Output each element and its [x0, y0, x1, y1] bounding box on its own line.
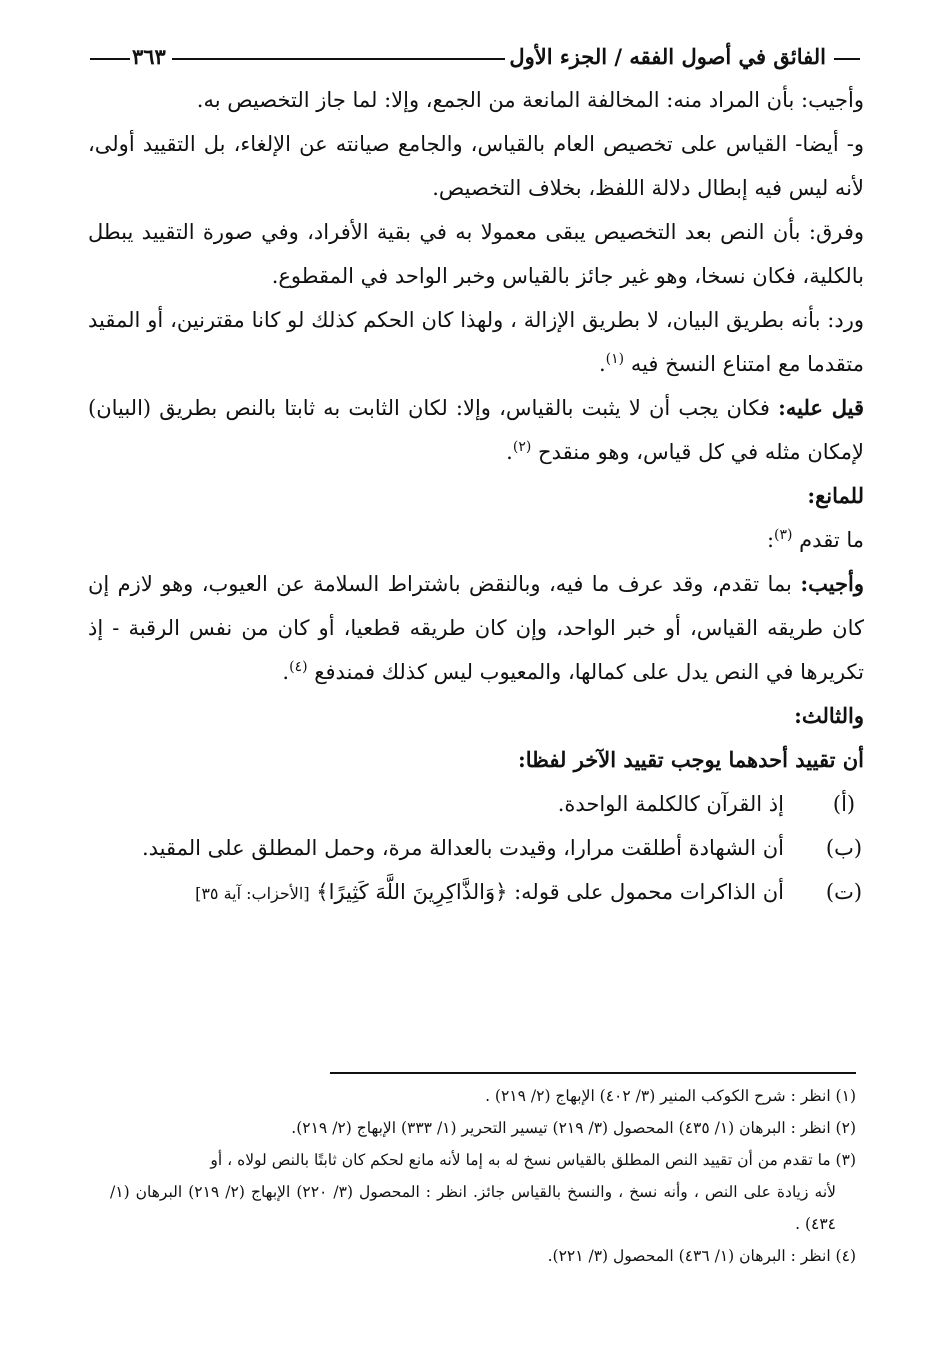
footnote-3-continued: لأنه زيادة على النص ، وأنه نسخ ، والنسخ بالقياس جائز. انظر : المحصول (٣/ ٢٢٠) الإبهاج (٢/ ٢١٩) البرهان (١/ ٤٣٤) .: [110, 1183, 836, 1233]
header-rule-right: [834, 58, 860, 60]
footnote-ref-3: (٣): [774, 527, 793, 543]
main-text: [88, 78, 864, 916]
page-number: ٣٦٣: [132, 44, 166, 69]
list-text-t: أن الذاكرات محمول على قوله: ﴿وَالذَّاكِرِينَ اللَّهَ كَثِيرًا﴾: [316, 880, 784, 904]
footnote-4: (٤) انظر : البرهان (١/ ٤٣٦) المحصول (٣/ ٢٢١).: [547, 1247, 856, 1265]
paragraph-5: قيل عليه: فكان يجب أن لا يثبت بالقياس، وإلا: لكان الثابت به ثابتا بالنص بطريق (البيان) لإمكان مثله في كل قياس، وهو منقدح $^{(٢)}$.: [88, 395, 864, 464]
footnote-ref-2: (٢): [512, 439, 532, 455]
paragraph-2: و- أيضا- القياس على تخصيص العام بالقياس، والجامع صيانته عن الإلغاء، بل التقييد أولى، لأنه ليس فيه إبطال دلالة اللفظ، بخلاف التخصيص.: [88, 132, 864, 200]
paragraph-6-text: ما تقدم: [799, 528, 864, 552]
list-marker-t: (ت): [825, 880, 863, 904]
heading-mani: للمانع:: [807, 483, 864, 508]
footnote-ref-1: (١): [605, 351, 625, 367]
paragraph-4: ورد: بأنه بطريق البيان، لا بطريق الإزالة ، ولهذا كان الحكم كذلك لو كانا مقترنين، أو المقيد متقدما مع امتناع النسخ فيه $^{(١)}$.: [88, 308, 864, 376]
header-rule: [172, 58, 505, 60]
paragraph-5-lead: قيل عليه:: [778, 395, 864, 420]
list-text-a: إذ القرآن كالكلمة الواحدة.: [557, 792, 784, 816]
paragraph-1: وأجيب: بأن المراد منه: المخالفة المانعة من الجمع، وإلا: لما جاز التخصيص به.: [196, 88, 864, 112]
paragraph-4-text: ورد: بأنه بطريق البيان، لا بطريق الإزالة ، ولهذا كان الحكم كذلك لو كانا مقترنين، أو المقيد متقدما مع امتناع النسخ فيه: [88, 308, 864, 376]
footnote-1: (١) انظر : شرح الكوكب المنير (٣/ ٤٠٢) الإبهاج (٢/ ٢١٩) .: [485, 1087, 856, 1105]
paragraph-5-text: فكان يجب أن لا يثبت بالقياس، وإلا: لكان الثابت به ثابتا بالنص بطريق (البيان) لإمكان مثله في كل قياس، وهو منقدح: [88, 396, 864, 464]
footnote-3: (٣) ما تقدم من أن تقييد النص المطلق بالقياس نسخ له به إما لأنه مانع لحكم كان ثابتًا بالنص لولاه ، أو: [210, 1151, 856, 1169]
paragraph-7: وأجيب: بما تقدم، وقد عرف ما فيه، وبالنقض باشتراط السلامة عن العيوب، وهو لازم إن كان طريقه القياس، أو خبر الواحد، وإن كان طريقه قطعيا، أو كان من نفس الرقبة - إذ تكريرها في النص يدل على كمالها، والمعيوب ليس كذلك فمندفع $^{(٤)}$.: [88, 571, 864, 684]
paragraph-7-text: بما تقدم، وقد عرف ما فيه، وبالنقض باشتراط السلامة عن العيوب، وهو لازم إن كان طريقه القياس، أو خبر الواحد، وإن كان طريقه قطعيا، أو كان من نفس الرقبة - إذ تكريرها في النص يدل على كمالها، والمعيوب ليس كذلك فمندفع: [88, 572, 864, 684]
list-marker-b: (ب): [825, 836, 863, 860]
paragraph-6: ما تقدم $^{(٣)}$:: [766, 527, 864, 552]
heading-sub: أن تقييد أحدهما يوجب تقييد الآخر لفظا:: [518, 747, 864, 772]
running-header: [90, 38, 860, 74]
header-title: الفائق في أصول الفقه / الجزء الأول: [509, 44, 826, 69]
footnotes: [110, 1080, 856, 1272]
list-item-a: [88, 782, 864, 826]
list-item-t: [88, 870, 864, 916]
paragraph-3: وفرق: بأن النص بعد التخصيص يبقى معمولا به في بقية الأفراد، وفي صورة التقييد يبطل بالكلية، فكان نسخا، وهو غير جائز بالقياس وخبر الواحد في المقطوع.: [88, 220, 864, 288]
paragraph-7-lead: وأجيب:: [800, 571, 864, 596]
footnote-separator: [330, 1072, 856, 1074]
list-marker-a: (أ): [832, 792, 856, 816]
quran-reference: [الأحزاب: آية ٣٥]: [195, 884, 310, 903]
header-rule-left: [90, 58, 130, 60]
footnote-ref-4: (٤): [289, 659, 308, 675]
heading-thalith: والثالث:: [794, 703, 864, 728]
list-text-b: أن الشهادة أطلقت مرارا، وقيدت بالعدالة مرة، وحمل المطلق على المقيد.: [141, 836, 784, 860]
list-item-b: [88, 826, 864, 870]
footnote-2: (٢) انظر : البرهان (١/ ٤٣٥) المحصول (٣/ ٢١٩) تيسير التحرير (١/ ٣٣٣) الإبهاج (٢/ ٢١٩).: [291, 1119, 856, 1137]
